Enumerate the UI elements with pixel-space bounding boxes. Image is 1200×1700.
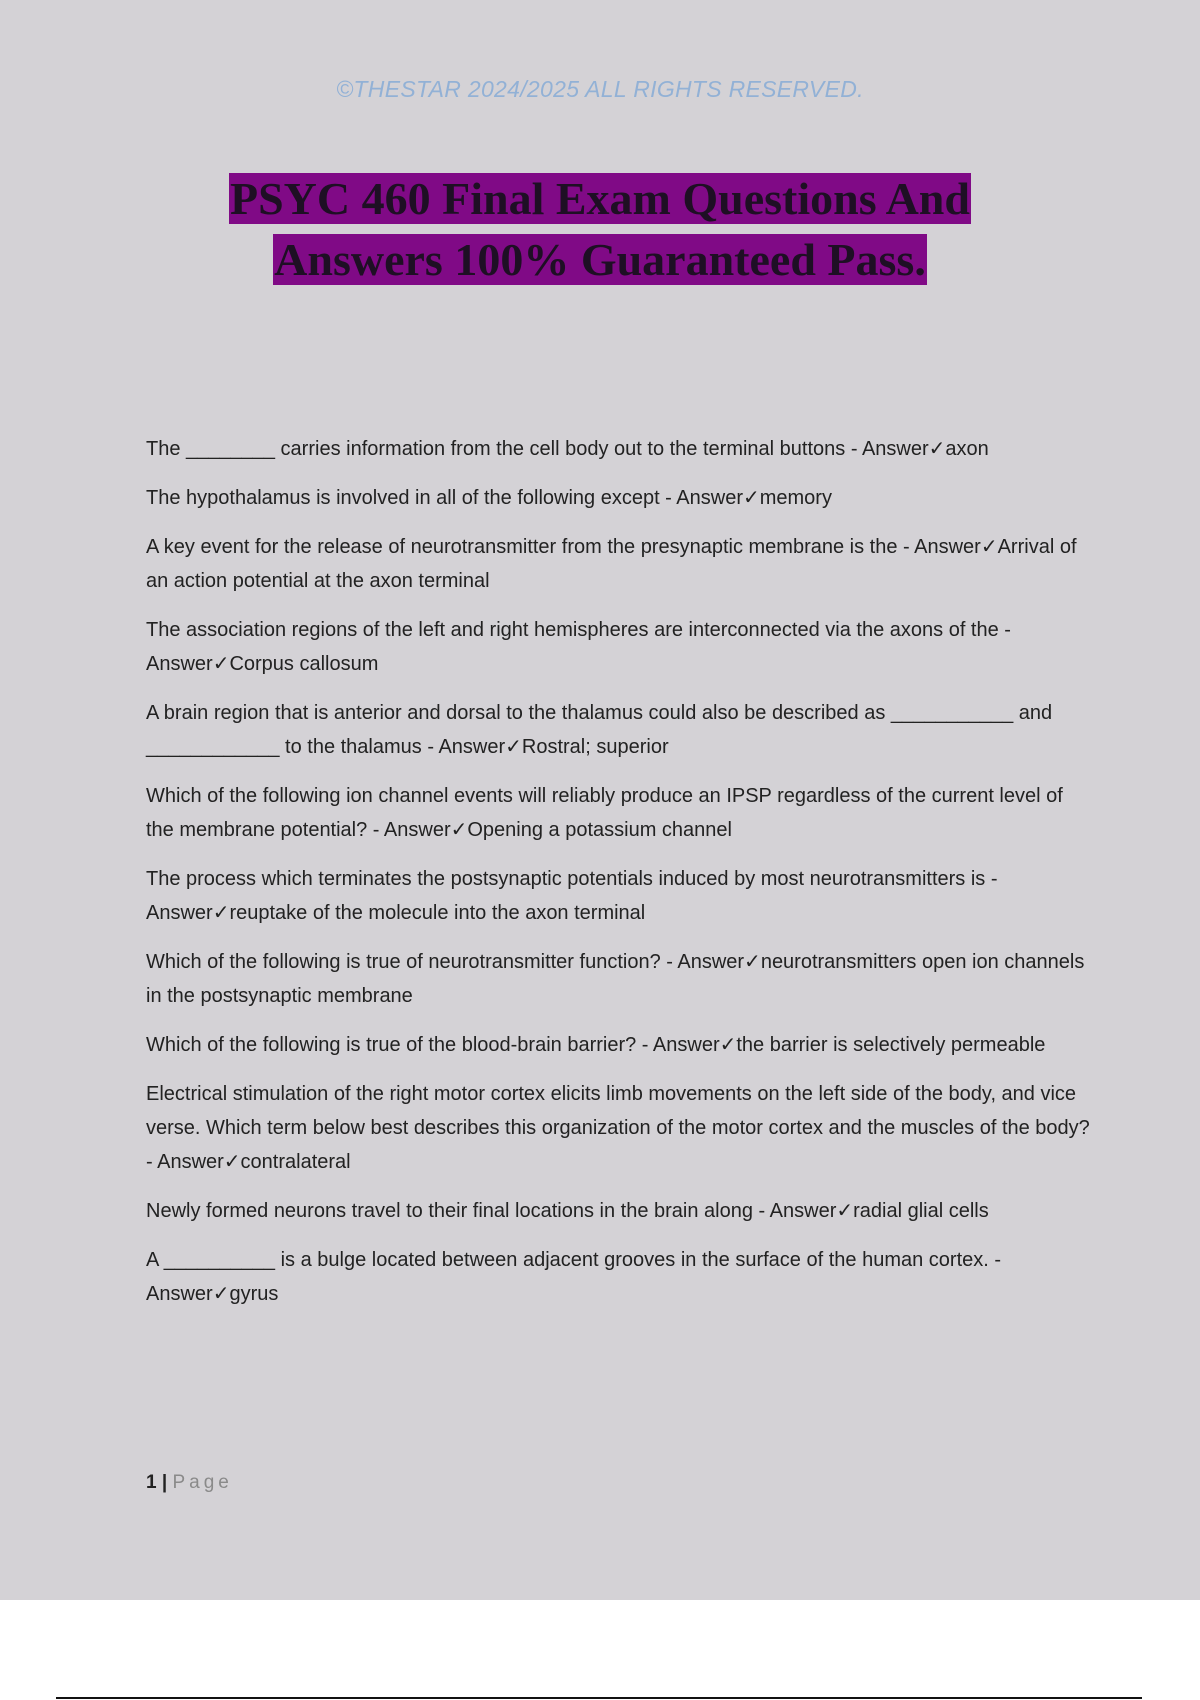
- qa-item: A __________ is a bulge located between adjacent grooves in the surface of the human cortex. - Answer✓gyrus: [146, 1249, 1002, 1305]
- page-number: 1: [146, 1472, 157, 1493]
- page-separator: |: [161, 1472, 168, 1493]
- question-list: [146, 432, 1096, 1326]
- page-divider-line: [56, 1697, 1142, 1699]
- copyright-watermark: ©THESTAR 2024/2025 ALL RIGHTS RESERVED.: [336, 76, 864, 102]
- qa-item: A key event for the release of neurotransmitter from the presynaptic membrane is the - Answer✓Arrival of an action potential at the axon terminal: [146, 536, 1077, 592]
- qa-item: The association regions of the left and right hemispheres are interconnected via the axons of the - Answer✓Corpus callosum: [146, 619, 1011, 675]
- title-line-1: PSYC 460 Final Exam Questions And: [230, 173, 970, 224]
- qa-item: Which of the following is true of neurotransmitter function? - Answer✓neurotransmitters open ion channels in the postsynaptic membrane: [146, 951, 1085, 1007]
- title-line-2: Answers 100% Guaranteed Pass.: [274, 234, 926, 285]
- page-label: Page: [172, 1472, 233, 1493]
- page-footer: [146, 1472, 233, 1494]
- document-title: [0, 168, 1200, 290]
- qa-item: Which of the following is true of the blood-brain barrier? - Answer✓the barrier is selectively permeable: [146, 1034, 1046, 1056]
- qa-item: The hypothalamus is involved in all of the following except - Answer✓memory: [146, 487, 832, 509]
- qa-item: The process which terminates the postsynaptic potentials induced by most neurotransmitters is - Answer✓reuptake of the molecule into the axon terminal: [146, 868, 998, 924]
- qa-item: A brain region that is anterior and dorsal to the thalamus could also be described as ___________ and ____________ to the thalamus - Answer✓Rostral; superior: [146, 702, 1053, 758]
- qa-item: Which of the following ion channel events will reliably produce an IPSP regardless of the current level of the membrane potential? - Answer✓Opening a potassium channel: [146, 785, 1063, 841]
- qa-item: The ________ carries information from the cell body out to the terminal buttons - Answer✓axon: [146, 438, 989, 460]
- qa-item: Electrical stimulation of the right motor cortex elicits limb movements on the left side of the body, and vice verse. Which term below best describes this organization of the motor cortex and the muscles of the body? - Answer✓contralateral: [146, 1083, 1090, 1173]
- qa-item: Newly formed neurons travel to their final locations in the brain along - Answer✓radial glial cells: [146, 1200, 989, 1222]
